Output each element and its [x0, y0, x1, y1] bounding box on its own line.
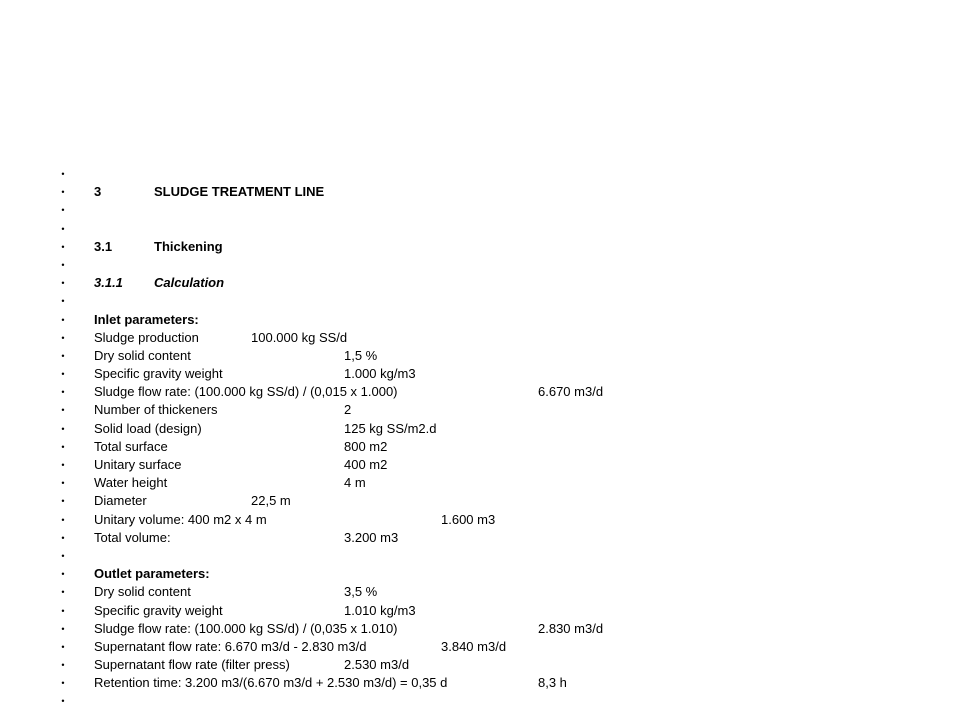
row-value: 1.010 kg/m3: [344, 602, 416, 618]
row-label: Dry solid content: [94, 347, 191, 363]
bullet-icon: •: [61, 405, 65, 416]
row-label: Unitary surface: [94, 457, 182, 472]
row-value: 3.200 m3: [344, 529, 399, 545]
bullet-icon: •: [61, 259, 65, 270]
row-label: Solid load (design): [94, 420, 202, 436]
row-value: 3.840 m3/d: [441, 638, 507, 654]
bullet-icon: •: [61, 532, 65, 543]
row-value: 1.000 kg/m3: [344, 366, 416, 382]
row-value: 400 m2: [344, 457, 388, 472]
bullet-icon: •: [61, 460, 65, 470]
bullet-icon: •: [61, 241, 65, 252]
bullet-icon: •: [61, 550, 65, 561]
bullet-icon: •: [61, 314, 65, 325]
bullet-icon: •: [61, 605, 65, 616]
outlet-heading-text: Outlet parameters:: [94, 566, 210, 582]
row-value: 2.530 m3/d: [344, 657, 410, 673]
row-value: 100.000 kg SS/d: [251, 329, 348, 345]
row-label: Specific gravity weight: [94, 366, 223, 382]
row-value: 125 kg SS/m2.d: [344, 420, 437, 436]
row-label: Specific gravity weight: [94, 602, 223, 618]
bullet-icon: •: [61, 350, 65, 361]
bullet-icon: •: [61, 369, 65, 380]
bullet-icon: •: [61, 441, 65, 452]
row-label: Retention time: 3.200 m3/(6.670 m3/d + 2.530 m3/d) = 0,35 d: [94, 675, 448, 691]
row-label: Supernatant flow rate (filter press): [94, 657, 290, 673]
subsection-number: 3.1: [94, 238, 113, 254]
row-value: 1,5 %: [344, 347, 378, 363]
bullet-icon: •: [61, 332, 65, 343]
row-value: 800 m2: [344, 438, 388, 454]
bullet-icon: •: [61, 569, 65, 580]
bullet-icon: •: [61, 678, 65, 689]
bullet-icon: •: [61, 660, 65, 671]
row-value: 4 m: [344, 475, 366, 491]
row-label: Diameter: [94, 493, 147, 509]
subsubsection-title: Calculation: [154, 275, 225, 291]
row-label: Unitary volume: 400 m2 x 4 m: [94, 511, 267, 527]
bullet-icon: •: [61, 278, 65, 289]
bullet-icon: •: [61, 187, 65, 198]
bullet-icon: •: [61, 296, 65, 307]
row-value: 22,5 m: [251, 493, 291, 509]
row-label: Total surface: [94, 438, 168, 454]
row-value: 8,3 h: [538, 675, 567, 691]
row-label: Sludge flow rate: (100.000 kg SS/d) / (0,015 x 1.000): [94, 384, 398, 400]
subsubsection-number: 3.1.1: [94, 275, 123, 291]
bullet-icon: •: [61, 514, 65, 525]
bullet-icon: •: [61, 496, 65, 507]
subsection-title: Thickening: [154, 238, 223, 254]
row-label: Total volume:: [94, 529, 171, 545]
row-value: 1.600 m3: [441, 511, 496, 527]
row-label: Number of thickeners: [94, 402, 218, 418]
bullet-icon: •: [61, 623, 65, 634]
row-label: Sludge flow rate: (100.000 kg SS/d) / (0,035 x 1.010): [94, 620, 398, 636]
row-label: Sludge production: [94, 329, 199, 345]
section-title: SLUDGE TREATMENT LINE: [154, 184, 325, 200]
row-value: 6.670 m3/d: [538, 384, 604, 400]
row-label: Supernatant flow rate: 6.670 m3/d - 2.830 m3/d: [94, 638, 367, 654]
bullet-icon: •: [61, 587, 65, 598]
bullet-icon: •: [61, 169, 65, 179]
bullet-icon: •: [61, 223, 65, 234]
row-value: 2.830 m3/d: [538, 620, 604, 636]
bullet-icon: •: [61, 205, 65, 216]
inlet-heading-text: Inlet parameters:: [94, 311, 199, 327]
bullet-icon: •: [61, 387, 65, 398]
bullet-icon: •: [61, 641, 65, 652]
section-number: 3: [94, 184, 102, 200]
row-label: Dry solid content: [94, 584, 191, 600]
row-label: Water height: [94, 475, 168, 491]
bullet-icon: •: [61, 423, 65, 434]
row-value: 3,5 %: [344, 584, 378, 600]
bullet-icon: •: [61, 696, 65, 707]
bullet-icon: •: [61, 478, 65, 489]
row-value: 2: [344, 402, 352, 418]
